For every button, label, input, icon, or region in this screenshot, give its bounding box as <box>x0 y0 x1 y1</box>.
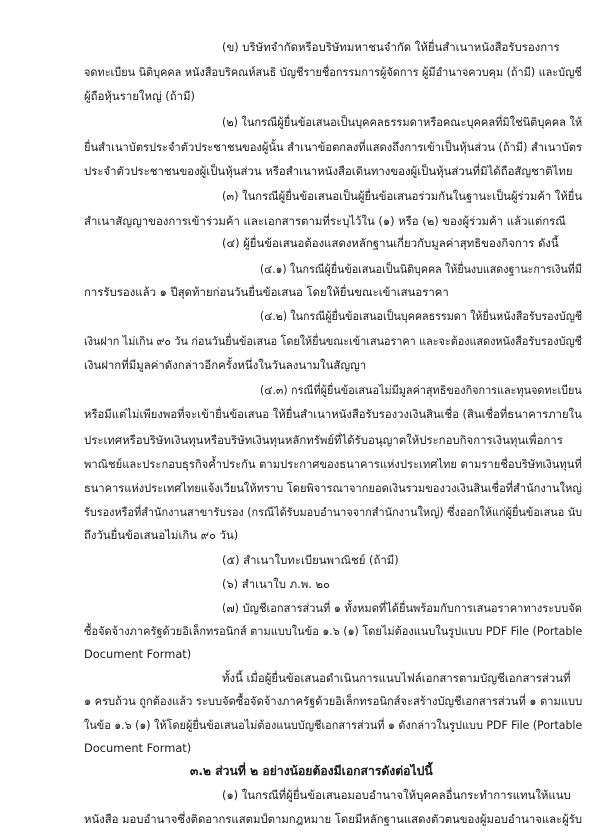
text-line <box>0 647 592 662</box>
text-line-content: ซื้อจัดจ้างภาครัฐด้วยอิเล็กทรอนิกส์ ตามแบบในข้อ ๑.๖ (๑) โดยไม่ต้องแนบในรูปแบบ PDF File (Portable <box>84 624 583 638</box>
text-line <box>0 457 592 472</box>
text-line <box>0 65 592 80</box>
text-line-content: (๗) บัญชีเอกสารส่วนที่ ๑ ทั้งหมดที่ได้ยื่นพร้อมกับการเสนอราคาทางระบบจัด <box>222 601 582 615</box>
text-line <box>0 624 592 639</box>
text-line-content: (๕) สำเนาใบทะเบียนพาณิชย์ (ถ้ามี) <box>222 553 399 567</box>
text-line <box>0 505 592 520</box>
text-line <box>0 309 592 324</box>
text-line <box>0 140 592 155</box>
text-line <box>0 788 592 803</box>
text-line <box>0 89 592 104</box>
text-line <box>0 407 592 422</box>
text-line-content: จดทะเบียน นิติบุคคล หนังสือบริคณห์สนธิ บัญชีรายชื่อกรรมการผู้จัดการ ผู้มีอำนาจควบคุม (ถ้ามี) และบัญชี <box>84 65 582 79</box>
text-line-content: หนังสือ มอบอำนาจซึ่งติดอากรแสตมป์ตามกฎหมาย โดยมีหลักฐานแสดงตัวตนของผู้มอบอำนาจและผู้รับ <box>84 812 583 826</box>
text-line-content: (๒) ในกรณีผู้ยื่นข้อเสนอเป็นบุคคลธรรมดาหรือคณะบุคคลที่มิใช่นิติบุคคล ให้ <box>222 115 583 129</box>
text-line <box>0 601 592 616</box>
text-line <box>0 812 592 827</box>
text-line <box>0 577 592 592</box>
text-line <box>0 481 592 496</box>
text-line-content: ๓.๒ ส่วนที่ ๒ อย่างน้อยต้องมีเอกสารดังต่อไปนี้ <box>190 764 433 778</box>
text-line <box>0 115 592 130</box>
text-line-content: การรับรองแล้ว ๑ ปีสุดท้ายก่อนวันยื่นข้อเสนอ โดยให้ยื่นขณะเข้าเสนอราคา <box>84 285 449 299</box>
text-line-content: (๔.๒) ในกรณีผู้ยื่นข้อเสนอเป็นบุคคลธรรมดา ให้ยื่นหนังสือรับรองบัญชี <box>260 309 583 323</box>
text-line-content: ถึงวันยื่นข้อเสนอไม่เกิน ๙๐ วัน) <box>84 528 239 542</box>
text-line <box>0 741 592 756</box>
text-line-content: (๓) ในกรณีผู้ยื่นข้อเสนอเป็นผู้ยื่นข้อเสนอร่วมกันในฐานะเป็นผู้ร่วมค้า ให้ยื่น <box>222 189 583 203</box>
text-line-content: ยื่นสำเนาบัตรประจำตัวประชาชนของผู้นั้น สำเนาข้อตกลงที่แสดงถึงการเข้าเป็นหุ้นส่วน (ถ้ามี) สำเนาบัตร <box>84 140 582 154</box>
text-line-content: เงินฝากที่มีมูลค่าดังกล่าวอีกครั้งหนึ่งในวันลงนามในสัญญา <box>84 358 367 372</box>
text-line-content: ประเทศหรือบริษัทเงินทุนหรือบริษัทเงินทุนหลักทรัพย์ที่ได้รับอนุญาตให้ประกอบกิจการเงินทุนเพื่อการ <box>84 433 563 447</box>
text-line <box>0 671 592 686</box>
text-line <box>0 334 592 349</box>
text-line <box>0 236 592 251</box>
text-line-content: (ข) บริษัทจำกัดหรือบริษัทมหาชนจำกัด ให้ยื่นสำเนาหนังสือรับรองการ <box>222 40 560 54</box>
text-line <box>0 285 592 300</box>
text-line-content: (๑) ในกรณีที่ผู้ยื่นข้อเสนอมอบอำนาจให้บุคคลอื่นกระทำการแทนให้แนบ <box>222 788 571 802</box>
text-line-content: Document Format) <box>84 647 192 661</box>
text-line-content: ในข้อ ๑.๖ (๑) ให้โดยผู้ยื่นข้อเสนอไม่ต้องแนบบัญชีเอกสารส่วนที่ ๑ ดังกล่าวในรูปแบบ PDF File (Portable <box>84 718 583 732</box>
text-line <box>0 262 592 277</box>
text-line <box>0 214 592 229</box>
text-line-content: สำเนาสัญญาของการเข้าร่วมค้า และเอกสารตามที่ระบุไว้ใน (๑) หรือ (๒) ของผู้ร่วมค้า แล้วแต่กรณี <box>84 214 566 228</box>
text-line <box>0 553 592 568</box>
text-line <box>0 189 592 204</box>
text-line-content: (๔) ผู้ยื่นข้อเสนอต้องแสดงหลักฐานเกี่ยวกับมูลค่าสุทธิของกิจการ ดังนี้ <box>222 236 559 250</box>
text-line <box>0 433 592 448</box>
text-line <box>0 383 592 398</box>
text-line-content: พาณิชย์และประกอบธุรกิจค้ำประกัน ตามประกาศของธนาคารแห่งประเทศไทย ตามรายชื่อบริษัทเงินทุนที่ <box>84 457 582 471</box>
text-line-content: (๔.๓) กรณีที่ผู้ยื่นข้อเสนอไม่มีมูลค่าสุทธิของกิจการและทุนจดทะเบียน <box>260 383 582 397</box>
text-line <box>0 528 592 543</box>
text-line <box>0 694 592 709</box>
text-line-content: เงินฝาก ไม่เกิน ๙๐ วัน ก่อนวันยื่นข้อเสนอ โดยให้ยื่นขณะเข้าเสนอราคา และจะต้องแสดงหนังสือรับรองบัญชี <box>84 334 583 348</box>
text-line <box>0 40 592 55</box>
text-line <box>0 718 592 733</box>
text-line-content: รับรองหรือที่สำนักงานสาขารับรอง (กรณีได้รับมอบอำนาจจากสำนักงานใหญ่) ซึ่งออกให้แก่ผู้ยื่นข้อเสนอ นับ <box>84 505 583 519</box>
text-line-content: ผู้ถือหุ้นรายใหญ่ (ถ้ามี) <box>84 89 195 103</box>
text-line-content: Document Format) <box>84 741 192 755</box>
section-heading <box>0 764 592 779</box>
text-line-content: ประจำตัวประชาชนของผู้เป็นหุ้นส่วน หรือสำเนาหนังสือเดินทางของผู้เป็นหุ้นส่วนที่มิได้ถือสัญชาติไทย <box>84 164 573 178</box>
text-line-content: ธนาคารแห่งประเทศไทยแจ้งเวียนให้ทราบ โดยพิจารณาจากยอดเงินรวมของวงเงินสินเชื่อที่สำนักงานใหญ่ <box>84 481 582 495</box>
text-line-content: (๖) สำเนาใบ ภ.พ. ๒๐ <box>222 577 330 591</box>
text-line-content: ทั้งนี้ เมื่อผู้ยื่นข้อเสนอดำเนินการแนบไฟล์เอกสารตามบัญชีเอกสารส่วนที่ <box>222 671 571 685</box>
text-line-content: ๑ ครบถ้วน ถูกต้องแล้ว ระบบจัดซื้อจัดจ้างภาครัฐด้วยอิเล็กทรอนิกส์จะสร้างบัญชีเอกสารส่วนที่ ๑ ตามแบบ <box>84 694 583 708</box>
text-line <box>0 358 592 373</box>
text-line-content: หรือมีแต่ไม่เพียงพอที่จะเข้ายื่นข้อเสนอ ให้ยื่นสำเนาหนังสือรับรองวงเงินสินเชื่อ (สินเชื่อที่ธนาคารภายใน <box>84 407 582 421</box>
text-line <box>0 164 592 179</box>
text-line-content: (๔.๑) ในกรณีผู้ยื่นข้อเสนอเป็นนิติบุคคล ให้ยื่นงบแสดงฐานะการเงินที่มี <box>260 262 582 276</box>
